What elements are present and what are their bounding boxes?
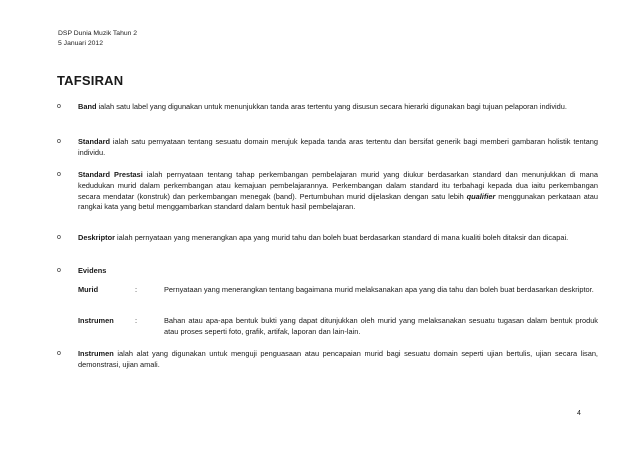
term: Band: [78, 102, 97, 111]
bullet-icon: o: [57, 267, 61, 274]
definition-part-1: ialah pernyataan tentang tahap perkembangan pembelajaran murid yang diukur berdasarkan standard dan menunjukkan di mana kedudukan murid dalam perkembangan atau kemajuan pembelajarannya. Perkembangan dalam standard itu terbahagi kepada dua iaitu perkembangan secara mendatar (konstruk) dan perkembangan menegak (band). Pertumbuhan murid dijelaskan dengan satu lebih: [78, 170, 598, 201]
evidens-term: Murid: [78, 285, 99, 294]
definition: ialah pernyataan yang menerangkan apa yang murid tahu dan boleh buat berdasarkan standard di mana kualiti boleh ditaksir dan dicapai.: [114, 233, 569, 242]
definition-text: [78, 170, 598, 213]
evidens-colon: :: [135, 285, 138, 294]
evidens-term: Instrumen: [78, 316, 114, 325]
term: Evidens: [78, 266, 107, 275]
bullet-icon: o: [57, 234, 61, 241]
definition-text: [78, 233, 598, 244]
definition-part-2: menggunakan perkataan atau rangkai kata yang betul menggambarkan standard dalam bentuk hasil pembelajaran.: [78, 191, 598, 212]
page-number: 4: [577, 410, 581, 417]
term: Standard: [78, 137, 111, 146]
evidens-definition: Pernyataan yang menerangkan tentang bagaimana murid melaksanakan apa yang dia tahu dan boleh buat berdasarkan deskriptor.: [164, 285, 594, 294]
term: Standard Prestasi: [78, 170, 143, 179]
definition: ialah satu pernyataan tentang sesuatu domain merujuk kepada tanda aras tertentu dan bersifat generik bagi memberi gambaran holistik tentang individu.: [78, 137, 598, 157]
header-line-2: 5 Januari 2012: [58, 40, 103, 47]
page-title: TAFSIRAN: [57, 73, 124, 88]
bullet-icon: o: [57, 103, 61, 110]
evidens-definition: Bahan atau apa-apa bentuk bukti yang dapat ditunjukkan oleh murid yang melaksanakan sesuatu tugasan dalam bentuk produk atau proses seperti foto, grafik, artifak, laporan dan lain-lain.: [164, 316, 598, 336]
header-line-1: DSP Dunia Muzik Tahun 2: [58, 30, 138, 37]
term: Deskriptor: [78, 233, 115, 242]
definition: ialah alat yang digunakan untuk menguji penguasaan atau pencapaian murid bagi sesuatu domain seperti ujian bertulis, ujian secara lisan, demonstrasi, ujian amali.: [78, 349, 598, 369]
definition-text: [78, 266, 598, 277]
definition-text: [78, 349, 598, 371]
qualifier-emphasis: qualifier: [466, 191, 496, 201]
definition: ialah satu label yang digunakan untuk menunjukkan tanda aras tertentu yang disusun secara hierarki digunakan bagi tujuan pelaporan individu.: [96, 102, 567, 111]
bullet-icon: o: [57, 350, 61, 357]
bullet-icon: o: [57, 138, 61, 145]
definition-text: [78, 102, 598, 113]
definition-text: [78, 137, 598, 159]
term: Instrumen: [78, 349, 114, 358]
bullet-icon: o: [57, 171, 61, 178]
evidens-colon: :: [135, 316, 138, 325]
